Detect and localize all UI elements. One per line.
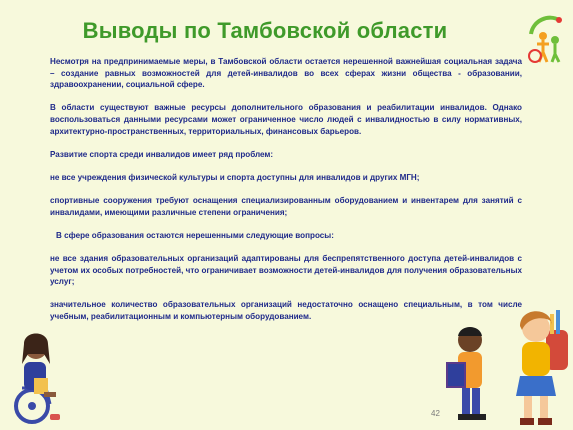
paragraph: В области существуют важные ресурсы дополнительного образования и реабилитации инвалидов. Однако воспользоваться данными ресурсами может ограниченное число людей с инвалидностью в силу нормативных, архитектурно-пространственных, территориальных, финансовых барьеров. [50, 103, 522, 136]
page-number: 42 [431, 409, 440, 418]
list-item: значительное количество образовательных организаций недостаточно оснащено специальным, в том числе учебным, реабилитационным и компьютерным оборудованием. [50, 300, 522, 322]
paragraph: Несмотря на предпринимаемые меры, в Тамбовской области остается нерешенной важнейшая социальная задача – создание равных возможностей для детей-инвалидов во всех сферах жизни общества - образовании, здравоохранении, социальной сфере. [50, 57, 522, 90]
list-item: спортивные сооружения требуют оснащения специализированным оборудованием и инвентарем для занятий с инвалидами, имеющими различные степени ограничения; [50, 196, 522, 217]
slide-body [50, 56, 522, 334]
boy-with-book-illustration [440, 318, 500, 428]
list-item: не все учреждения физической культуры и спорта доступны для инвалидов и других МГН; [50, 172, 420, 182]
logo-icon [525, 10, 569, 66]
child-in-wheelchair-illustration [10, 318, 70, 428]
list-item: не все здания образовательных организаций адаптированы для беспрепятственного доступа детей-инвалидов с учетом их особых потребностей, что ограничивает возможности детей-инвалидов для получения образовательных услуг; [50, 254, 522, 287]
slide-title: Выводы по Тамбовской области [82, 18, 448, 43]
paragraph: Развитие спорта среди инвалидов имеет ряд проблем: [50, 149, 274, 159]
paragraph: В сфере образования остаются нерешенными следующие вопросы: [56, 230, 334, 240]
